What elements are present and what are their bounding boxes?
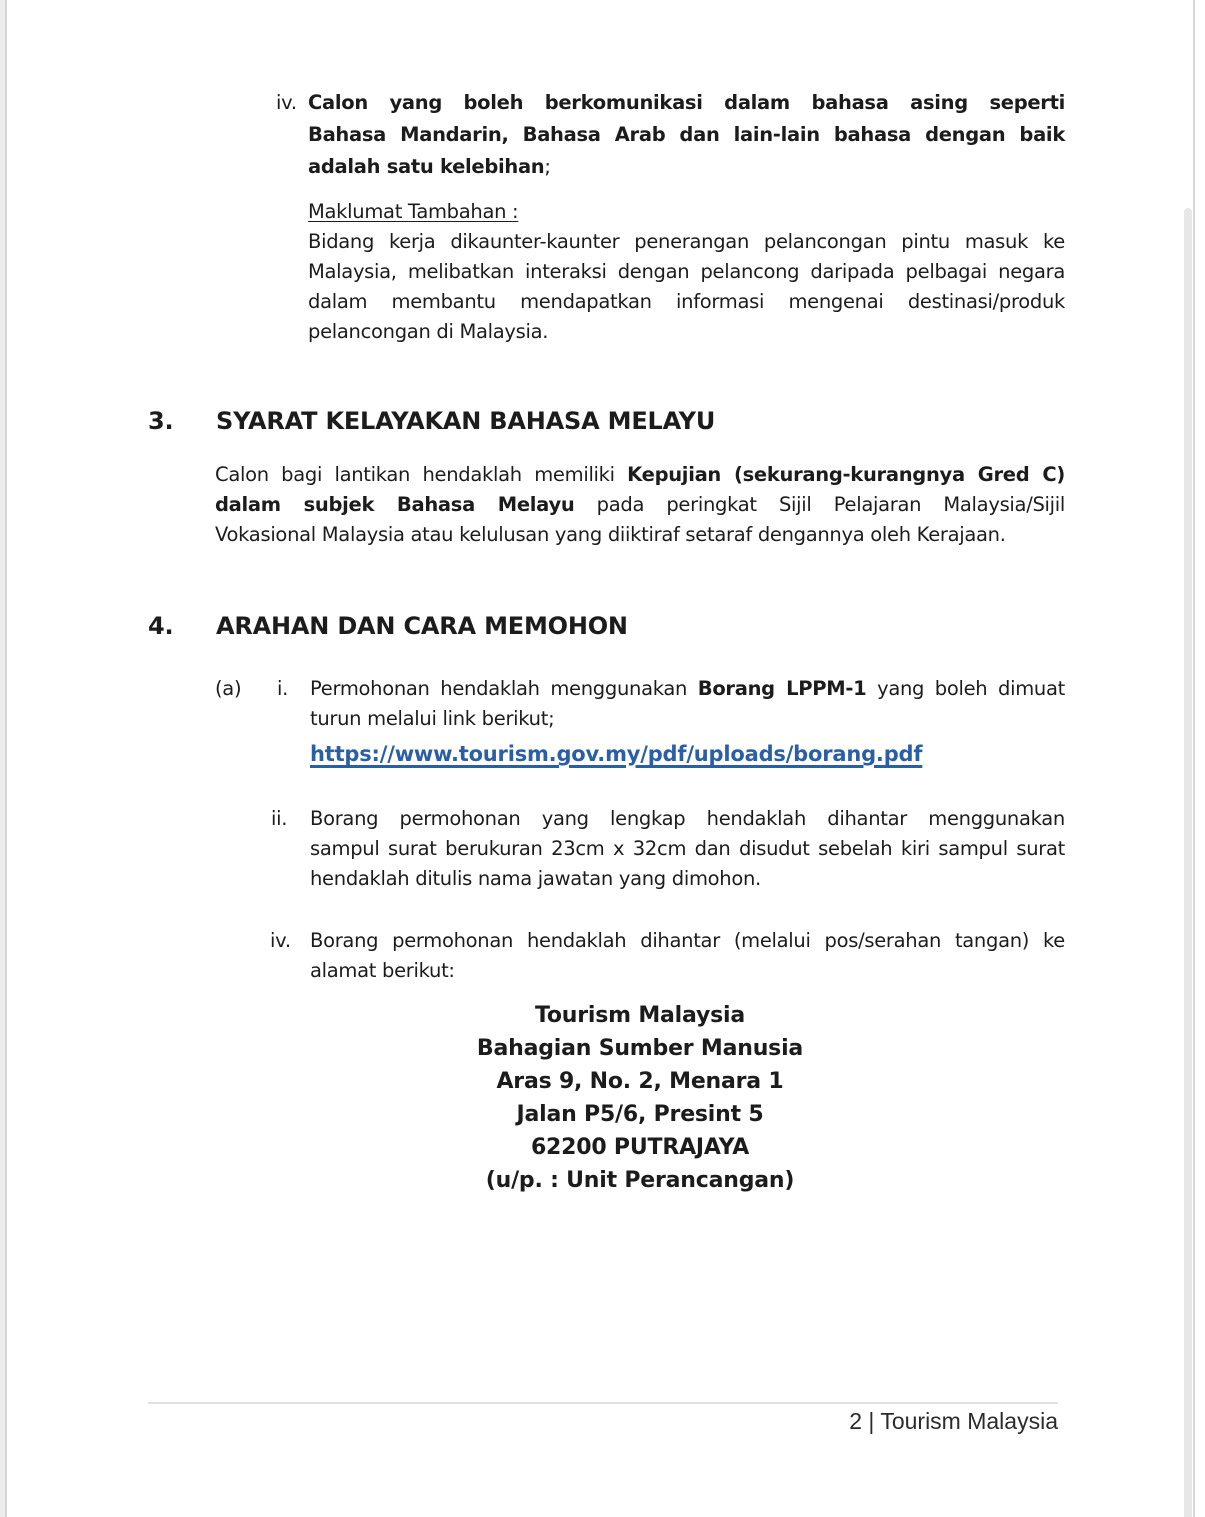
section3-number: 3. (148, 407, 174, 435)
text-line: dalam membantu mendapatkan informasi mengenai destinasi/produk (308, 290, 1065, 313)
regular-text: Permohonan hendaklah menggunakan (310, 677, 698, 700)
footer-page-label: 2 | Tourism Malaysia (849, 1408, 1058, 1434)
list-marker-iv-top: iv. (276, 91, 297, 114)
list-marker-ii: ii. (271, 807, 288, 830)
list-label-a: (a) (215, 677, 242, 700)
address-line: Aras 9, No. 2, Menara 1 (496, 1069, 784, 1094)
list-marker-iv: iv. (270, 929, 291, 952)
footer-divider (148, 1402, 1058, 1404)
address-line: Bahagian Sumber Manusia (476, 1036, 804, 1061)
list-item-borang-lppm (310, 674, 1065, 734)
text-line: Calon yang boleh berkomunikasi dalam bahasa asing seperti (308, 91, 1065, 114)
regular-text: yang boleh dimuat (866, 677, 1065, 700)
section3-title: SYARAT KELAYAKAN BAHASA MELAYU (216, 407, 716, 435)
text-line (308, 151, 1065, 183)
text-line: Bidang kerja dikaunter-kaunter penerangan pelancongan pintu masuk ke (308, 230, 1065, 253)
text-line: Malaysia, melibatkan interaksi dengan pelancong daripada pelbagai negara (308, 260, 1065, 283)
text-line: alamat berikut: (310, 959, 455, 982)
regular-text: pada peringkat Sijil Pelajaran Malaysia/Sijil (574, 493, 1066, 516)
text-line (310, 674, 1065, 704)
text-line (215, 460, 1065, 490)
section3-paragraph (215, 460, 1065, 550)
list-item-alamat (310, 926, 1065, 986)
section4-title: ARAHAN DAN CARA MEMOHON (216, 612, 628, 640)
list-item-foreign-language (308, 87, 1065, 183)
text-line: Bahasa Mandarin, Bahasa Arab dan lain-lain bahasa dengan baik (308, 123, 1065, 146)
regular-text: Calon bagi lantikan hendaklah memiliki (215, 463, 628, 486)
scrollbar-thumb[interactable] (1184, 208, 1192, 1517)
maklumat-tambahan-block (308, 197, 1065, 347)
bold-text: Borang LPPM-1 (697, 677, 867, 700)
text-line: Vokasional Malaysia atau kelulusan yang diiktiraf setaraf dengannya oleh Kerajaan. (215, 523, 1006, 546)
regular-text: ; (544, 155, 551, 178)
text-line: Borang permohonan hendaklah dihantar (melalui pos/serahan tangan) ke (310, 929, 1065, 952)
text-line: Borang permohonan yang lengkap hendaklah dihantar menggunakan (310, 807, 1065, 830)
text-line: sampul surat berukuran 23cm x 32cm dan disudut sebelah kiri sampul surat (310, 837, 1065, 860)
page-right-edge (1193, 0, 1195, 1517)
maklumat-heading: Maklumat Tambahan : (308, 200, 519, 223)
address-line: Tourism Malaysia (534, 1003, 745, 1028)
bold-text: Kepujian (sekurang-kurangnya Gred C) (627, 463, 1065, 486)
bold-text: adalah satu kelebihan (308, 155, 545, 178)
text-line (215, 490, 1065, 520)
text-line: hendaklah ditulis nama jawatan yang dimohon. (310, 867, 761, 890)
borang-pdf-link[interactable]: https://www.tourism.gov.my/pdf/uploads/borang.pdf (310, 742, 923, 766)
section4-number: 4. (148, 612, 174, 640)
address-line: Jalan P5/6, Presint 5 (516, 1102, 764, 1127)
text-line: turun melalui link berikut; (310, 707, 555, 730)
list-item-sampul-surat (310, 804, 1065, 894)
bold-text: dalam subjek Bahasa Melayu (215, 493, 575, 516)
page-left-edge (0, 0, 7, 1517)
text-line: pelancongan di Malaysia. (308, 320, 549, 343)
address-line: 62200 PUTRAJAYA (530, 1135, 750, 1160)
mailing-address-block (215, 999, 1065, 1197)
list-marker-i: i. (277, 677, 289, 700)
address-line: (u/p. : Unit Perancangan) (485, 1168, 795, 1193)
